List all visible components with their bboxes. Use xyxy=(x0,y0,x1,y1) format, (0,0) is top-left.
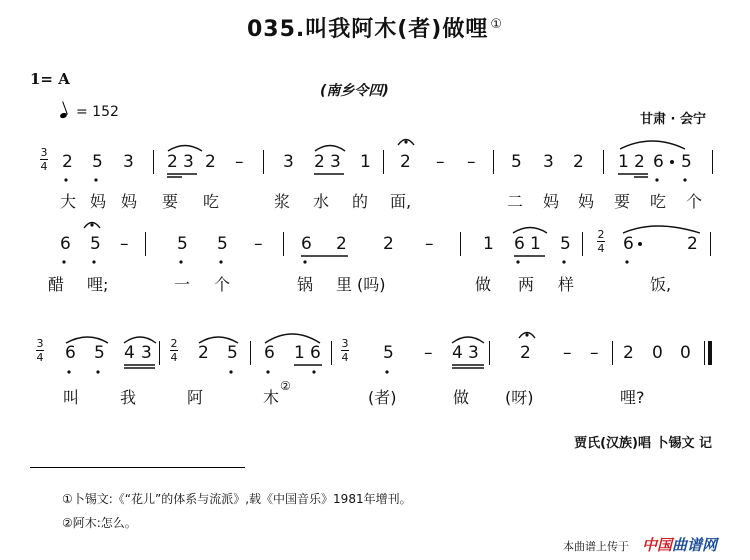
fermata-icon xyxy=(519,333,535,339)
note: 2 xyxy=(314,152,325,172)
lyric: 面, xyxy=(390,192,412,211)
note: 5 xyxy=(681,152,692,172)
lyric: 哩? xyxy=(620,388,645,407)
lyric: 妈 xyxy=(543,192,560,211)
notation-line-3 xyxy=(0,337,750,371)
dash: – xyxy=(424,343,433,363)
lyric: 吃 xyxy=(203,192,220,211)
note: 5 xyxy=(94,343,105,363)
lyric: 大 xyxy=(60,192,77,211)
lyrics-line-3 xyxy=(0,379,750,409)
note: 6 xyxy=(514,234,525,254)
note: 6 xyxy=(623,234,634,254)
lyric: 一 xyxy=(174,275,191,294)
note: 2 xyxy=(205,152,216,172)
note: 2 xyxy=(520,343,531,363)
lyric: 叫 xyxy=(63,388,80,407)
note: 3 xyxy=(330,152,341,172)
barline xyxy=(159,341,160,365)
lyric: 哩; xyxy=(87,275,109,294)
note: 3 xyxy=(183,152,194,172)
footnote-2: ②阿木:怎么。 xyxy=(62,516,137,530)
note: 2 xyxy=(400,152,411,172)
slur xyxy=(620,141,685,149)
lyric: 醋 xyxy=(48,275,65,294)
barline xyxy=(153,150,154,174)
barline xyxy=(612,341,613,365)
note: 6 xyxy=(60,234,71,254)
note: 6 xyxy=(653,152,664,172)
rest: 0 xyxy=(680,343,691,363)
lyric: 里 xyxy=(336,275,353,294)
note: 5 xyxy=(511,152,522,172)
lyric: 妈 xyxy=(90,192,107,211)
note: 2 xyxy=(573,152,584,172)
performer-credit: 贾氏(汉族)唱 卜锡文 记 xyxy=(574,436,712,451)
lyric: 两 xyxy=(518,275,535,294)
barline xyxy=(460,232,461,256)
lyrics-line-1 xyxy=(0,189,750,213)
note: 2 xyxy=(634,152,645,172)
notation-line-1 xyxy=(0,146,750,180)
note: 5 xyxy=(383,343,394,363)
note: 3 xyxy=(543,152,554,172)
quarter-note-icon xyxy=(59,112,67,119)
note: 6 xyxy=(264,343,275,363)
note: 2 xyxy=(167,152,178,172)
note: 5 xyxy=(217,234,228,254)
lyric: 做 xyxy=(475,275,492,294)
note: 5 xyxy=(227,343,238,363)
barline xyxy=(250,341,251,365)
note: 2 xyxy=(383,234,394,254)
barline xyxy=(712,150,713,174)
notation-line-2 xyxy=(0,228,750,262)
note: 5 xyxy=(92,152,103,172)
dash: – xyxy=(563,343,572,363)
note: 3 xyxy=(283,152,294,172)
dash: – xyxy=(120,234,129,254)
time-signature-3-4: 3 4 xyxy=(36,337,44,364)
barline xyxy=(493,150,494,174)
key-signature: 1= A xyxy=(30,70,70,88)
note: 1 xyxy=(530,234,541,254)
song-title xyxy=(0,12,750,43)
tune-name: (南乡令四) xyxy=(320,83,389,99)
time-signature-2-4: 2 4 xyxy=(597,228,605,255)
barline xyxy=(603,150,604,174)
final-barline-thin xyxy=(704,341,705,365)
lyric: (者) xyxy=(368,388,397,407)
lyric: 饭, xyxy=(650,275,672,294)
barline xyxy=(383,150,384,174)
barline xyxy=(331,341,332,365)
lyric: 个 xyxy=(214,275,231,294)
note: 3 xyxy=(123,152,134,172)
slur xyxy=(623,226,700,233)
rest: 0 xyxy=(652,343,663,363)
dash: – xyxy=(467,152,476,172)
lyric: 锅 xyxy=(297,275,314,294)
lyric: (吗) xyxy=(357,275,386,294)
title-footnote-marker: ① xyxy=(490,16,504,32)
note: 1 xyxy=(618,152,629,172)
logo-part-2: 曲谱网 xyxy=(672,536,718,554)
tempo-marking xyxy=(60,104,119,120)
lyric: 样 xyxy=(558,275,575,294)
note: 4 xyxy=(124,343,135,363)
dash: – xyxy=(436,152,445,172)
note: 2 xyxy=(198,343,209,363)
time-signature-3-4: 3 4 xyxy=(341,337,349,364)
note: 2 xyxy=(62,152,73,172)
lyric: 浆 xyxy=(274,192,291,211)
note: 5 xyxy=(560,234,571,254)
lyrics-line-2 xyxy=(0,272,750,296)
final-barline-thick xyxy=(708,341,712,365)
dash: – xyxy=(235,152,244,172)
footnote-divider xyxy=(30,467,245,468)
barline xyxy=(710,232,711,256)
dash: – xyxy=(425,234,434,254)
title-text: 035.叫我阿木(者)做哩 xyxy=(246,17,489,42)
note: 6 xyxy=(65,343,76,363)
barline xyxy=(582,232,583,256)
fermata-icon xyxy=(398,140,414,146)
barline xyxy=(263,150,264,174)
slur xyxy=(315,146,345,152)
lyric: 阿 xyxy=(187,388,204,407)
lyric: 做 xyxy=(453,388,470,407)
barline xyxy=(489,341,490,365)
lyric: 要 xyxy=(614,192,631,211)
slur xyxy=(265,334,320,343)
note: 2 xyxy=(687,234,698,254)
note: 4 xyxy=(452,343,463,363)
note: 1 xyxy=(483,234,494,254)
time-signature-3-4: 3 4 xyxy=(40,146,48,173)
note: 1 xyxy=(360,152,371,172)
lyric: 我 xyxy=(120,388,137,407)
lyric: 水 xyxy=(313,192,330,211)
note: 2 xyxy=(336,234,347,254)
note: 3 xyxy=(141,343,152,363)
site-logo[interactable] xyxy=(642,534,717,555)
lyric: 要 xyxy=(162,192,179,211)
note: 1 xyxy=(294,343,305,363)
slur xyxy=(513,228,547,234)
slur xyxy=(168,146,202,152)
logo-part-1: 中国 xyxy=(642,536,673,554)
lyric: 木 xyxy=(263,388,280,407)
lyric: 二 xyxy=(507,192,524,211)
note: 2 xyxy=(623,343,634,363)
footnote-1: ①卜锡文:《“花儿”的体系与流派》,载《中国音乐》1981年增刊。 xyxy=(62,492,412,506)
fermata-icon xyxy=(84,223,100,229)
lyric-footnote-marker: ② xyxy=(280,379,291,393)
upload-notice: 本曲谱上传于 xyxy=(563,540,629,553)
lyric: 个 xyxy=(686,192,703,211)
note: 5 xyxy=(177,234,188,254)
lyric: 妈 xyxy=(578,192,595,211)
time-signature-2-4: 2 4 xyxy=(170,337,178,364)
barline xyxy=(283,232,284,256)
note: 6 xyxy=(301,234,312,254)
region-label: 甘肃 · 会宁 xyxy=(640,112,706,127)
lyric: 的 xyxy=(352,192,369,211)
barline xyxy=(145,232,146,256)
note: 3 xyxy=(468,343,479,363)
lyric: (呀) xyxy=(505,388,534,407)
dash: – xyxy=(590,343,599,363)
lyric: 吃 xyxy=(650,192,667,211)
tempo-value: = 152 xyxy=(76,104,119,120)
note: 6 xyxy=(310,343,321,363)
lyric: 妈 xyxy=(121,192,138,211)
note: 5 xyxy=(90,234,101,254)
dash: – xyxy=(254,234,263,254)
